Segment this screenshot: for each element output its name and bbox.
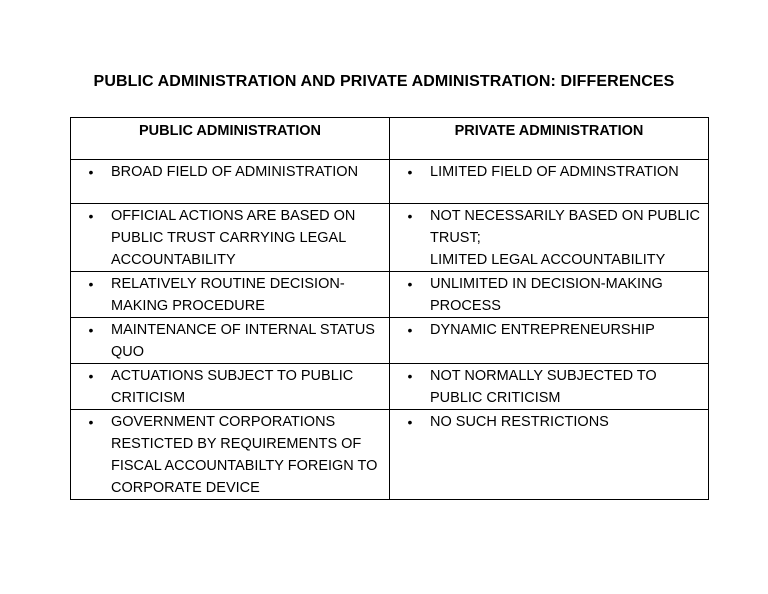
bullet-icon: • xyxy=(88,414,94,430)
bullet-icon: • xyxy=(407,276,413,292)
header-private-administration: PRIVATE ADMINISTRATION xyxy=(390,118,709,160)
public-cell xyxy=(71,204,390,272)
bullet-icon: • xyxy=(88,368,94,384)
private-cell xyxy=(390,410,709,500)
bullet-icon: • xyxy=(88,322,94,338)
bullet-icon: • xyxy=(88,276,94,292)
private-item-text: LIMITED FIELD OF ADMINSTRATION xyxy=(430,164,679,180)
bullet-icon: • xyxy=(407,208,413,224)
bullet-icon: • xyxy=(407,164,413,180)
public-item-text: MAINTENANCE OF INTERNAL STATUS QUO xyxy=(111,322,375,360)
public-item-text: ACTUATIONS SUBJECT TO PUBLIC CRITICISM xyxy=(111,368,354,406)
public-item-text: BROAD FIELD OF ADMINISTRATION xyxy=(111,164,359,180)
table-header-row xyxy=(71,118,709,160)
private-item-text: NOT NECESSARILY BASED ON PUBLIC TRUST; LIMITED LEGAL ACCOUNTABILITY xyxy=(430,208,700,268)
private-item-text: DYNAMIC ENTREPRENEURSHIP xyxy=(430,322,655,338)
public-cell xyxy=(71,364,390,410)
table-row xyxy=(71,160,709,204)
public-cell xyxy=(71,410,390,500)
public-item-text: GOVERNMENT CORPORATIONS RESTICTED BY REQUIREMENTS OF FISCAL ACCOUNTABILTY FOREIGN TO CORPORATE DEVICE xyxy=(111,414,378,496)
public-cell xyxy=(71,272,390,318)
private-cell xyxy=(390,204,709,272)
document-title: PUBLIC ADMINISTRATION AND PRIVATE ADMINISTRATION: DIFFERENCES xyxy=(93,73,675,90)
table-row xyxy=(71,364,709,410)
private-cell xyxy=(390,318,709,364)
bullet-icon: • xyxy=(88,164,94,180)
public-item-text: OFFICIAL ACTIONS ARE BASED ON PUBLIC TRUST CARRYING LEGAL ACCOUNTABILITY xyxy=(111,208,356,268)
bullet-icon: • xyxy=(88,208,94,224)
bullet-icon: • xyxy=(407,322,413,338)
private-item-text: NO SUCH RESTRICTIONS xyxy=(430,414,609,430)
private-cell xyxy=(390,160,709,204)
private-cell xyxy=(390,364,709,410)
bullet-icon: • xyxy=(407,414,413,430)
public-cell xyxy=(71,160,390,204)
bullet-icon: • xyxy=(407,368,413,384)
public-item-text: RELATIVELY ROUTINE DECISION- MAKING PROCEDURE xyxy=(111,276,345,314)
public-cell xyxy=(71,318,390,364)
private-item-text: NOT NORMALLY SUBJECTED TO PUBLIC CRITICISM xyxy=(430,368,657,406)
header-public-administration: PUBLIC ADMINISTRATION xyxy=(71,118,390,160)
table-row xyxy=(71,204,709,272)
table-row xyxy=(71,318,709,364)
private-cell xyxy=(390,272,709,318)
comparison-table xyxy=(70,117,709,500)
table-row xyxy=(71,410,709,500)
table-row xyxy=(71,272,709,318)
private-item-text: UNLIMITED IN DECISION-MAKING PROCESS xyxy=(430,276,663,314)
